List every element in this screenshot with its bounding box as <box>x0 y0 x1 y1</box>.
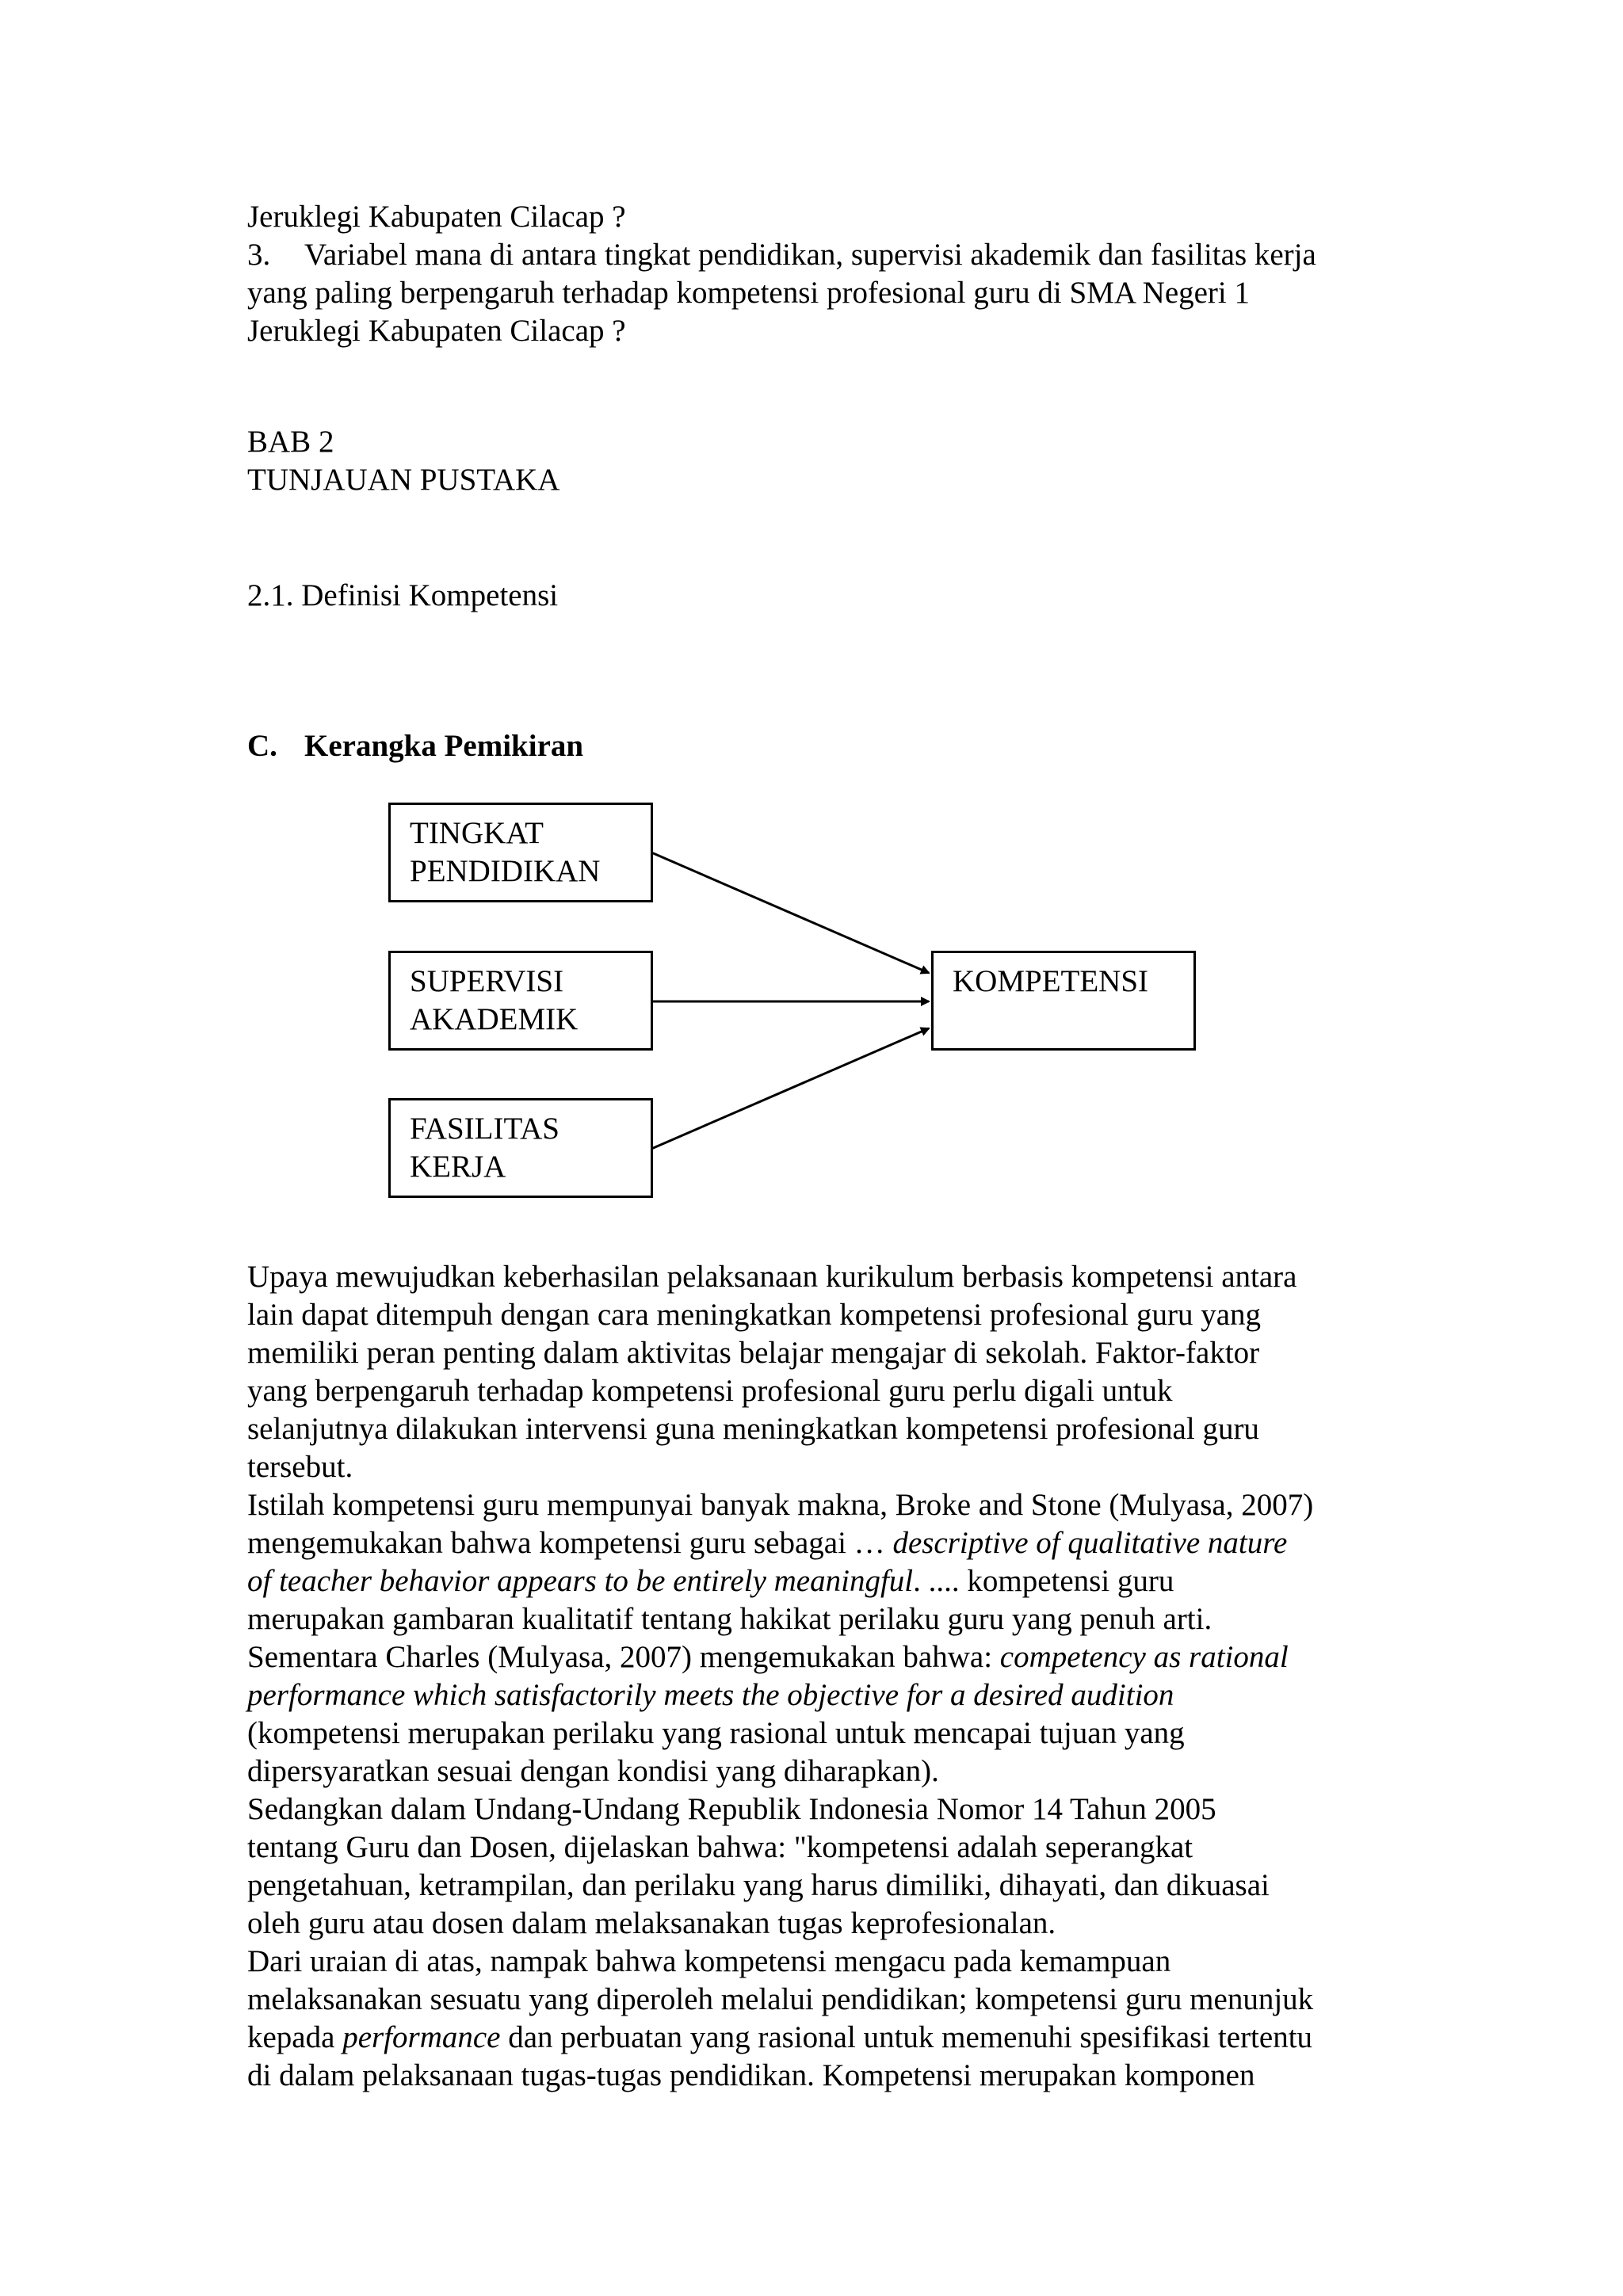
text-line: di dalam pelaksanaan tugas-tugas pendidikan. Kompetensi merupakan komponen <box>247 2058 1255 2092</box>
text-line <box>247 1524 1287 1562</box>
text-line: Upaya mewujudkan keberhasilan pelaksanaan kurikulum berbasis kompetensi antara <box>247 1260 1297 1294</box>
italic-run: performance <box>342 2020 501 2054</box>
text-line: tersebut. <box>247 1450 353 1484</box>
box-label: TINGKAT <box>410 816 544 850</box>
text-line <box>247 1562 1174 1600</box>
box-label: SUPERVISI <box>410 964 564 998</box>
box-label: KERJA <box>410 1150 506 1184</box>
text-line: Jeruklegi Kabupaten Cilacap ? <box>247 200 626 234</box>
text-line: Dari uraian di atas, nampak bahwa kompetensi mengacu pada kemampuan <box>247 1944 1171 1978</box>
text-run: . .... kompetensi guru <box>913 1564 1174 1598</box>
italic-run: competency as rational <box>999 1640 1289 1674</box>
heading-letter: C. <box>247 729 277 763</box>
text-line: Istilah kompetensi guru mempunyai banyak makna, Broke and Stone (Mulyasa, 2007) <box>247 1488 1314 1522</box>
box-label: FASILITAS <box>410 1112 560 1146</box>
box-tingkat-pendidikan <box>388 803 653 902</box>
text-line: Jeruklegi Kabupaten Cilacap ? <box>247 314 626 348</box>
italic-run: descriptive of qualitative nature <box>892 1526 1288 1560</box>
item-number: 3. <box>247 238 271 272</box>
text-line: Sedangkan dalam Undang-Undang Republik Indonesia Nomor 14 Tahun 2005 <box>247 1792 1216 1826</box>
text-line: dipersyaratkan sesuai dengan kondisi yang diharapkan). <box>247 1754 939 1788</box>
text-run: mengemukakan bahwa kompetensi guru sebagai … <box>247 1526 893 1560</box>
item-text: Variabel mana di antara tingkat pendidikan, supervisi akademik dan fasilitas kerja <box>304 238 1316 272</box>
text-line: yang berpengaruh terhadap kompetensi profesional guru perlu digali untuk <box>247 1374 1173 1408</box>
text-run: Sementara Charles (Mulyasa, 2007) mengemukakan bahwa: <box>247 1640 1000 1674</box>
text-run: dan perbuatan yang rasional untuk memenuhi spesifikasi tertentu <box>500 2020 1313 2054</box>
heading-text: Kerangka Pemikiran <box>304 729 584 763</box>
box-label: PENDIDIKAN <box>410 854 601 888</box>
numbered-item-3 <box>247 236 1316 274</box>
text-line: selanjutnya dilakukan intervensi guna meningkatkan kompetensi profesional guru <box>247 1412 1259 1446</box>
text-run: kepada <box>247 2020 343 2054</box>
text-line: (kompetensi merupakan perilaku yang rasional untuk mencapai tujuan yang <box>247 1716 1185 1750</box>
arrow-fasilitas-to-kompetensi <box>651 1028 929 1149</box>
italic-run: of teacher behavior appears to be entirely meaningful <box>247 1564 914 1598</box>
box-label: AKADEMIK <box>410 1002 579 1036</box>
text-line: yang paling berpengaruh terhadap kompetensi profesional guru di SMA Negeri 1 <box>247 276 1251 310</box>
text-line <box>247 1676 1174 1714</box>
box-label: KOMPETENSI <box>953 964 1149 998</box>
text-line: lain dapat ditempuh dengan cara meningkatkan kompetensi profesional guru yang <box>247 1298 1262 1332</box>
chapter-title: TUNJAUAN PUSTAKA <box>247 463 560 497</box>
text-line: memiliki peran penting dalam aktivitas belajar mengajar di sekolah. Faktor-faktor <box>247 1336 1260 1370</box>
italic-run: performance which satisfactorily meets the objective for a desired audition <box>247 1678 1174 1712</box>
box-fasilitas-kerja <box>388 1098 653 1198</box>
box-supervisi-akademik <box>388 951 653 1051</box>
text-line: pengetahuan, ketrampilan, dan perilaku yang harus dimiliki, dihayati, dan dikuasai <box>247 1868 1270 1902</box>
text-line <box>247 1638 1289 1676</box>
section-heading: 2.1. Definisi Kompetensi <box>247 578 559 612</box>
text-line: tentang Guru dan Dosen, dijelaskan bahwa: "kompetensi adalah seperangkat <box>247 1830 1193 1864</box>
framework-heading <box>247 727 583 765</box>
chapter-number: BAB 2 <box>247 425 334 459</box>
text-line: merupakan gambaran kualitatif tentang hakikat perilaku guru yang penuh arti. <box>247 1602 1212 1636</box>
text-line <box>247 2019 1312 2057</box>
arrow-tingkat-to-kompetensi <box>651 852 929 973</box>
text-line: melaksanakan sesuatu yang diperoleh melalui pendidikan; kompetensi guru menunjuk <box>247 1982 1314 2016</box>
box-kompetensi <box>931 951 1196 1051</box>
text-line: oleh guru atau dosen dalam melaksanakan tugas keprofesionalan. <box>247 1906 1056 1940</box>
